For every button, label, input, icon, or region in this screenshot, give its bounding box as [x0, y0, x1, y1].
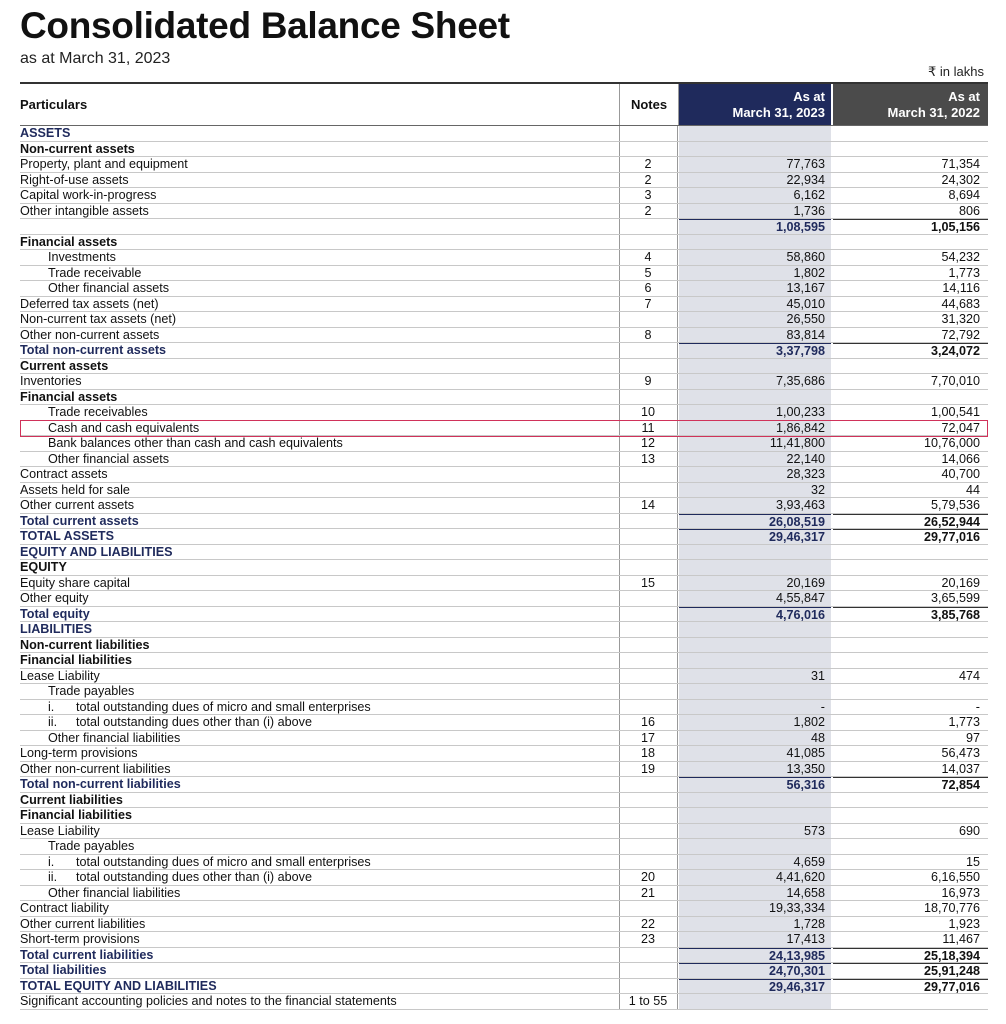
row-value-2023: 573	[803, 823, 825, 838]
row-particulars	[20, 715, 312, 731]
unit-label: ₹ in lakhs	[928, 64, 984, 79]
row-notes: 5	[644, 265, 652, 280]
row-value-2023: 3,93,463	[775, 498, 825, 512]
row-particulars: Total non-current assets	[20, 343, 167, 357]
row-particulars: Capital work-in-progress	[20, 188, 157, 202]
row-particulars: Total liabilities	[20, 963, 107, 977]
row-notes: 4	[644, 250, 652, 264]
row-particulars: Deferred tax assets (net)	[20, 296, 159, 311]
table-row	[20, 777, 988, 793]
row-value-2023: 22,934	[786, 172, 825, 187]
row-notes: 2	[644, 172, 652, 187]
row-value-2022: 15	[965, 854, 980, 869]
row-particulars: Non-current tax assets (net)	[20, 312, 177, 326]
table-row	[20, 963, 988, 979]
table-row	[20, 421, 988, 437]
table-row	[20, 808, 988, 824]
row-value-2022: 97	[965, 730, 980, 745]
row-value-2022: 10,76,000	[923, 436, 980, 450]
table-row	[20, 700, 988, 716]
header-py-line1: As at	[948, 88, 980, 104]
table-row	[20, 684, 988, 700]
row-notes: 9	[644, 374, 652, 388]
table-row	[20, 343, 988, 359]
row-notes: 8	[644, 327, 652, 342]
row-value-2023: 4,659	[793, 854, 825, 869]
header-previous-year	[833, 84, 988, 125]
table-row	[20, 607, 988, 623]
row-value-2022: 72,854	[833, 777, 988, 794]
row-notes: 19	[640, 761, 655, 776]
table-row	[20, 886, 988, 902]
table-row	[20, 173, 988, 189]
row-notes: 12	[640, 436, 655, 450]
row-value-2023: 3,37,798	[679, 343, 831, 360]
row-value-2022: 6,16,550	[930, 870, 980, 884]
row-roman-numeral: ii.	[48, 715, 58, 729]
row-value-2023: 20,169	[786, 575, 825, 590]
row-notes: 1 to 55	[628, 994, 668, 1008]
row-notes: 17	[640, 730, 655, 745]
table-row	[20, 622, 988, 638]
table-row	[20, 452, 988, 468]
row-value-2022: 44	[965, 482, 980, 497]
row-particulars: Total equity	[20, 606, 90, 621]
row-notes: 15	[640, 575, 655, 590]
row-notes: 10	[640, 405, 655, 419]
table-row	[20, 266, 988, 282]
row-particulars: Trade receivable	[48, 265, 142, 280]
row-particulars: Lease Liability	[20, 823, 100, 838]
row-value-2023: 1,00,233	[775, 405, 825, 419]
table-row	[20, 483, 988, 499]
row-particulars: Significant accounting policies and notes to the financial statements	[20, 994, 397, 1008]
row-particulars: Bank balances other than cash and cash equivalents	[48, 436, 343, 450]
row-particulars: Non-current assets	[20, 141, 135, 156]
row-particulars-text: total outstanding dues of micro and small enterprises	[76, 854, 371, 869]
row-value-2022: 71,354	[941, 157, 980, 171]
row-value-2023: 29,46,317	[679, 529, 831, 546]
row-value-2023: -	[820, 699, 825, 714]
table-row	[20, 979, 988, 995]
table-row	[20, 901, 988, 917]
row-particulars: Total non-current liabilities	[20, 777, 181, 791]
row-particulars: Short-term provisions	[20, 932, 140, 946]
row-notes: 21	[640, 885, 655, 900]
table-row	[20, 917, 988, 933]
row-particulars: Assets held for sale	[20, 482, 130, 497]
row-value-2022: 1,00,541	[930, 405, 980, 419]
row-notes: 3	[644, 188, 652, 202]
row-particulars: Equity share capital	[20, 575, 130, 590]
table-row	[20, 638, 988, 654]
header-py-line2: March 31, 2022	[887, 104, 980, 120]
row-value-2022: 16,973	[941, 885, 980, 900]
row-value-2023: 13,167	[786, 281, 825, 295]
table-row	[20, 405, 988, 421]
row-value-2023: 4,55,847	[775, 591, 825, 605]
row-particulars: Inventories	[20, 374, 82, 388]
row-particulars: Other non-current assets	[20, 327, 160, 342]
row-notes: 20	[640, 870, 655, 884]
row-value-2023: 11,41,800	[769, 436, 825, 450]
row-value-2023: 1,802	[793, 265, 825, 280]
header-current-year	[679, 84, 831, 125]
table-row	[20, 297, 988, 313]
row-value-2023: 45,010	[786, 296, 825, 311]
table-row	[20, 204, 988, 220]
row-value-2023: 83,814	[786, 327, 825, 342]
row-particulars: Financial assets	[20, 389, 118, 404]
row-value-2023: 31	[810, 668, 825, 683]
table-row	[20, 514, 988, 530]
row-roman-numeral: i.	[48, 699, 55, 714]
row-particulars: TOTAL ASSETS	[20, 529, 114, 543]
row-value-2023: 1,86,842	[775, 420, 825, 435]
row-particulars: Total current liabilities	[20, 947, 154, 962]
row-value-2022: 1,923	[948, 916, 980, 931]
row-particulars: Trade receivables	[48, 405, 148, 419]
table-row	[20, 157, 988, 173]
row-particulars: Property, plant and equipment	[20, 157, 188, 171]
row-particulars: Other financial liabilities	[48, 885, 181, 900]
row-notes: 2	[644, 203, 652, 218]
table-row	[20, 529, 988, 545]
row-value-2022: 806	[958, 203, 980, 218]
row-value-2022: 44,683	[941, 296, 980, 311]
table-row	[20, 545, 988, 561]
row-particulars: Current liabilities	[20, 792, 123, 807]
row-value-2022: 56,473	[941, 746, 980, 760]
row-value-2023: 22,140	[786, 451, 825, 466]
table-row	[20, 669, 988, 685]
row-value-2022: 690	[958, 823, 980, 838]
table-row	[20, 731, 988, 747]
row-value-2023: 19,33,334	[768, 901, 825, 915]
row-particulars: Other non-current liabilities	[20, 761, 171, 776]
row-particulars	[20, 700, 371, 716]
row-value-2023: 24,70,301	[679, 963, 831, 980]
table-row	[20, 436, 988, 452]
row-value-2022: 474	[958, 668, 980, 683]
row-value-2022: 24,302	[941, 172, 980, 187]
row-value-2022: 26,52,944	[833, 514, 988, 531]
row-particulars: Other current liabilities	[20, 916, 146, 931]
row-particulars: LIABILITIES	[20, 622, 93, 636]
row-particulars: Right-of-use assets	[20, 172, 129, 187]
row-notes: 7	[644, 296, 652, 311]
table-row	[20, 250, 988, 266]
row-value-2023: 1,736	[793, 203, 825, 218]
row-value-2023: 26,550	[786, 312, 825, 326]
balance-sheet-table	[20, 82, 988, 1010]
page-title: Consolidated Balance Sheet	[20, 5, 510, 46]
row-notes: 6	[644, 281, 652, 295]
row-value-2023: 1,728	[793, 916, 825, 931]
row-value-2023: 7,35,686	[775, 374, 825, 388]
header-particulars: Particulars	[20, 97, 88, 112]
row-value-2023: 14,658	[786, 885, 825, 900]
row-value-2023: 29,46,317	[679, 979, 831, 996]
row-value-2023: 26,08,519	[679, 514, 831, 531]
row-particulars: Cash and cash equivalents	[48, 420, 200, 435]
table-row	[20, 374, 988, 390]
row-notes: 11	[641, 420, 655, 435]
row-particulars: EQUITY AND LIABILITIES	[20, 544, 173, 559]
row-particulars: Other financial assets	[48, 281, 170, 295]
row-value-2022: 7,70,010	[930, 374, 980, 388]
row-value-2023: 13,350	[786, 761, 825, 776]
row-particulars: Non-current liabilities	[20, 637, 150, 652]
row-value-2023: 58,860	[786, 250, 825, 264]
row-particulars: Other current assets	[20, 498, 135, 512]
row-value-2023: 41,085	[786, 746, 825, 760]
row-particulars: Total current assets	[20, 513, 139, 528]
row-particulars: Other equity	[20, 591, 89, 605]
table-row	[20, 576, 988, 592]
row-particulars-text: total outstanding dues other than (i) above	[76, 870, 312, 884]
row-particulars-text: total outstanding dues other than (i) above	[76, 715, 312, 729]
row-particulars: Other financial assets	[48, 451, 170, 466]
row-roman-numeral: i.	[48, 854, 55, 869]
row-value-2022: 14,066	[941, 451, 980, 466]
row-particulars	[20, 870, 312, 886]
row-particulars: EQUITY	[20, 560, 67, 574]
row-particulars: Contract assets	[20, 467, 108, 481]
table-row	[20, 560, 988, 576]
row-value-2022: 3,24,072	[833, 343, 988, 360]
row-value-2023: 1,08,595	[679, 219, 831, 236]
row-notes: 18	[640, 746, 655, 760]
row-value-2022: 54,232	[941, 250, 980, 264]
row-notes: 16	[640, 715, 655, 729]
row-notes: 23	[640, 932, 655, 946]
row-particulars: Financial assets	[20, 234, 118, 249]
table-row	[20, 762, 988, 778]
row-value-2023: 28,323	[786, 467, 825, 481]
row-particulars: Other financial liabilities	[48, 730, 181, 745]
row-value-2022: 18,70,776	[923, 901, 980, 915]
table-row	[20, 359, 988, 375]
row-roman-numeral: ii.	[48, 870, 58, 884]
row-value-2022: 40,700	[941, 467, 980, 481]
row-particulars-text: total outstanding dues of micro and small enterprises	[76, 699, 371, 714]
table-row	[20, 281, 988, 297]
table-row	[20, 312, 988, 328]
table-body	[20, 126, 988, 1010]
table-row	[20, 235, 988, 251]
row-particulars: Contract liability	[20, 901, 109, 915]
row-value-2022: 14,037	[941, 761, 980, 776]
row-value-2023: 77,763	[786, 157, 825, 171]
row-value-2022: 29,77,016	[833, 979, 988, 996]
row-value-2022: 5,79,536	[930, 498, 980, 512]
table-row	[20, 824, 988, 840]
row-notes: 2	[644, 157, 652, 171]
table-row	[20, 839, 988, 855]
row-value-2022: 20,169	[941, 575, 980, 590]
row-value-2022: 25,18,394	[833, 948, 988, 965]
table-row	[20, 467, 988, 483]
row-value-2023: 17,413	[786, 932, 825, 946]
table-header	[20, 82, 988, 126]
table-row	[20, 653, 988, 669]
row-value-2023: 56,316	[679, 777, 831, 794]
page-subtitle: as at March 31, 2023	[20, 50, 171, 67]
row-particulars: Financial liabilities	[20, 653, 132, 667]
row-notes: 22	[640, 916, 655, 931]
row-notes: 13	[640, 451, 655, 466]
row-value-2022: 14,116	[942, 281, 980, 295]
row-particulars: Investments	[48, 250, 116, 264]
table-row	[20, 715, 988, 731]
table-row	[20, 948, 988, 964]
row-particulars: Financial liabilities	[20, 808, 132, 822]
row-value-2022: 31,320	[941, 312, 980, 326]
table-row	[20, 855, 988, 871]
row-value-2022: 72,792	[941, 327, 980, 342]
header-cy-line2: March 31, 2023	[732, 104, 825, 120]
row-value-2022: 1,773	[948, 265, 980, 280]
table-row	[20, 994, 988, 1010]
table-row	[20, 498, 988, 514]
row-value-2022: 29,77,016	[833, 529, 988, 546]
row-particulars	[20, 855, 371, 871]
row-particulars: Current assets	[20, 358, 109, 373]
row-particulars: Lease Liability	[20, 668, 100, 683]
table-row	[20, 188, 988, 204]
table-row	[20, 932, 988, 948]
table-row	[20, 746, 988, 762]
row-value-2023: 6,162	[793, 188, 825, 202]
header-cy-line1: As at	[793, 88, 825, 104]
row-value-2022: 25,91,248	[833, 963, 988, 980]
table-row	[20, 870, 988, 886]
row-value-2022: 8,694	[948, 188, 980, 202]
row-value-2022: 72,047	[941, 420, 980, 435]
table-row	[20, 591, 988, 607]
row-value-2023: 24,13,985	[679, 948, 831, 965]
table-row	[20, 390, 988, 406]
row-value-2023: 1,802	[793, 715, 825, 729]
row-value-2022: 3,85,768	[833, 607, 988, 624]
row-value-2022: 1,05,156	[833, 219, 988, 236]
row-value-2022: 1,773	[948, 715, 980, 729]
table-row	[20, 142, 988, 158]
table-row	[20, 793, 988, 809]
row-value-2023: 4,76,016	[679, 607, 831, 624]
row-value-2023: 4,41,620	[775, 870, 825, 884]
row-value-2022: 3,65,599	[930, 591, 980, 605]
row-particulars: Trade payables	[48, 839, 135, 853]
row-notes: 14	[640, 498, 655, 512]
table-row	[20, 126, 988, 142]
table-row	[20, 219, 988, 235]
table-row	[20, 328, 988, 344]
row-value-2022: 11,467	[942, 932, 980, 946]
row-value-2023: 48	[810, 730, 825, 745]
row-value-2023: 32	[810, 482, 825, 497]
row-particulars: Other intangible assets	[20, 203, 149, 218]
row-particulars: Long-term provisions	[20, 746, 138, 760]
row-value-2022: -	[975, 699, 980, 714]
row-particulars: TOTAL EQUITY AND LIABILITIES	[20, 978, 217, 993]
row-particulars: Trade payables	[48, 684, 135, 698]
row-particulars: ASSETS	[20, 126, 71, 140]
header-notes: Notes	[619, 84, 679, 125]
